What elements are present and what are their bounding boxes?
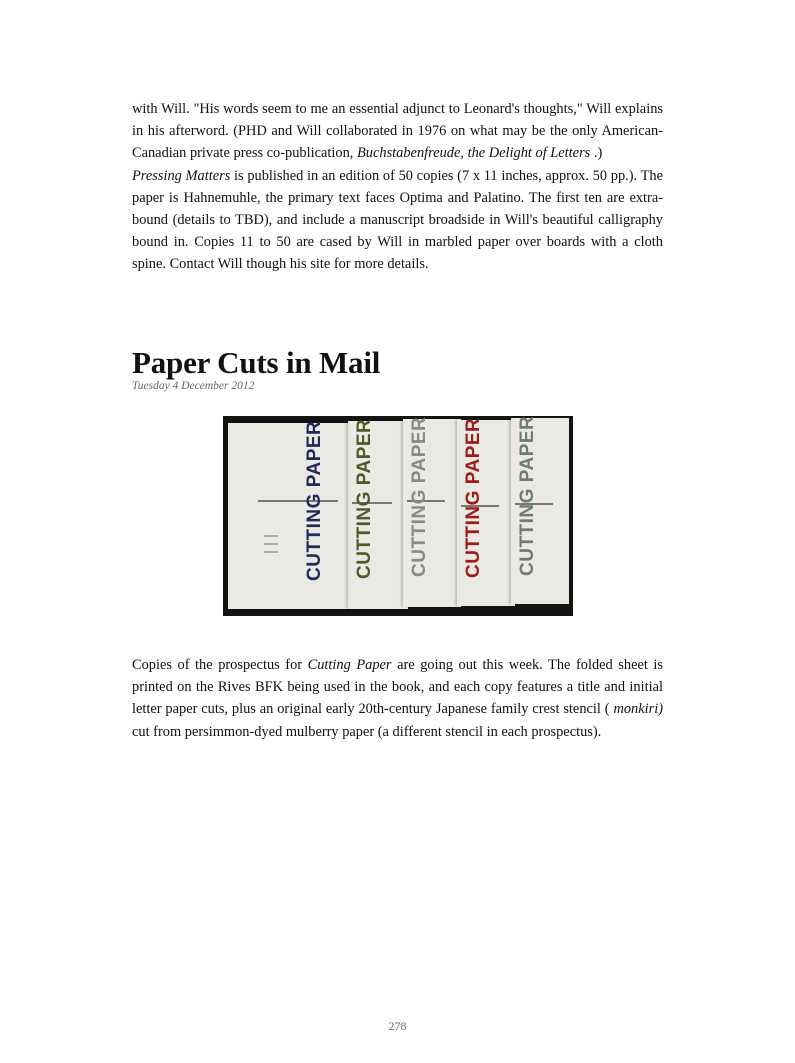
printed-line xyxy=(264,535,278,537)
paragraph-afterword: with Will. "His words seem to me an essential adjunct to Leonard's thoughts," Will explains in his afterword. (PHD and Will collaborated in 1976 on what may be the only American-Canadian private press co-publication, Buchstabenfreude, the Delight of Letters .) xyxy=(132,101,663,162)
sheet-title-cut: CUTTING PAPER xyxy=(304,420,325,581)
sheet-3 xyxy=(403,416,461,607)
paragraph-prospectus: Copies of the prospectus for Cutting Paper are going out this week. The folded sheet is printed on the Rives BFK being used in the book, and each copy features a title and initial letter paper cuts, plus an original early 20th-century Japanese family crest stencil ( monkiri) cut from persimmon-dyed mulberry paper (a different stencil in each prospectus). xyxy=(132,657,663,740)
printed-line xyxy=(264,551,278,553)
term-monkiri: monkiri) xyxy=(613,701,663,718)
paragraph-edition: Pressing Matters is published in an edition of 50 copies (7 x 11 inches, approx. 50 pp.). The paper is Hahnemuhle, the primary text faces Optima and Palatino. The first ten are extra-bound (details to TBD), and include a manuscript broadside in Will's beautiful calligraphy bound in. Copies 11 to 50 are cased by Will in marbled paper over boards with a cloth spine. Contact Will though his site for more details. xyxy=(132,167,663,273)
sheet-5 xyxy=(511,418,569,604)
post-title: Paper Cuts in Mail xyxy=(132,345,381,380)
prospectus-photo xyxy=(223,416,573,616)
sheet-2 xyxy=(348,418,408,609)
sheet-title-cut: CUTTING PAPER xyxy=(409,416,430,577)
sheet-1 xyxy=(228,420,358,609)
book-title-cutting-paper: Cutting Paper xyxy=(307,657,392,673)
sheet-title-cut: CUTTING PAPER xyxy=(463,417,484,578)
book-title-pressing-matters: Pressing Matters xyxy=(132,167,231,184)
sheet-title-cut: CUTTING PAPER xyxy=(354,418,375,579)
sheet-title-cut: CUTTING PAPER xyxy=(517,416,538,576)
book-title-buchstabenfreude: Buchstabenfreude, the Delight of Letters xyxy=(357,145,591,162)
post-date: Tuesday 4 December 2012 xyxy=(132,380,255,392)
sheet-4 xyxy=(457,417,515,606)
printed-line xyxy=(264,543,278,545)
article-continuation xyxy=(132,98,663,276)
post-body xyxy=(132,654,663,743)
printed-line xyxy=(258,500,338,502)
page-number: 278 xyxy=(388,1019,407,1033)
